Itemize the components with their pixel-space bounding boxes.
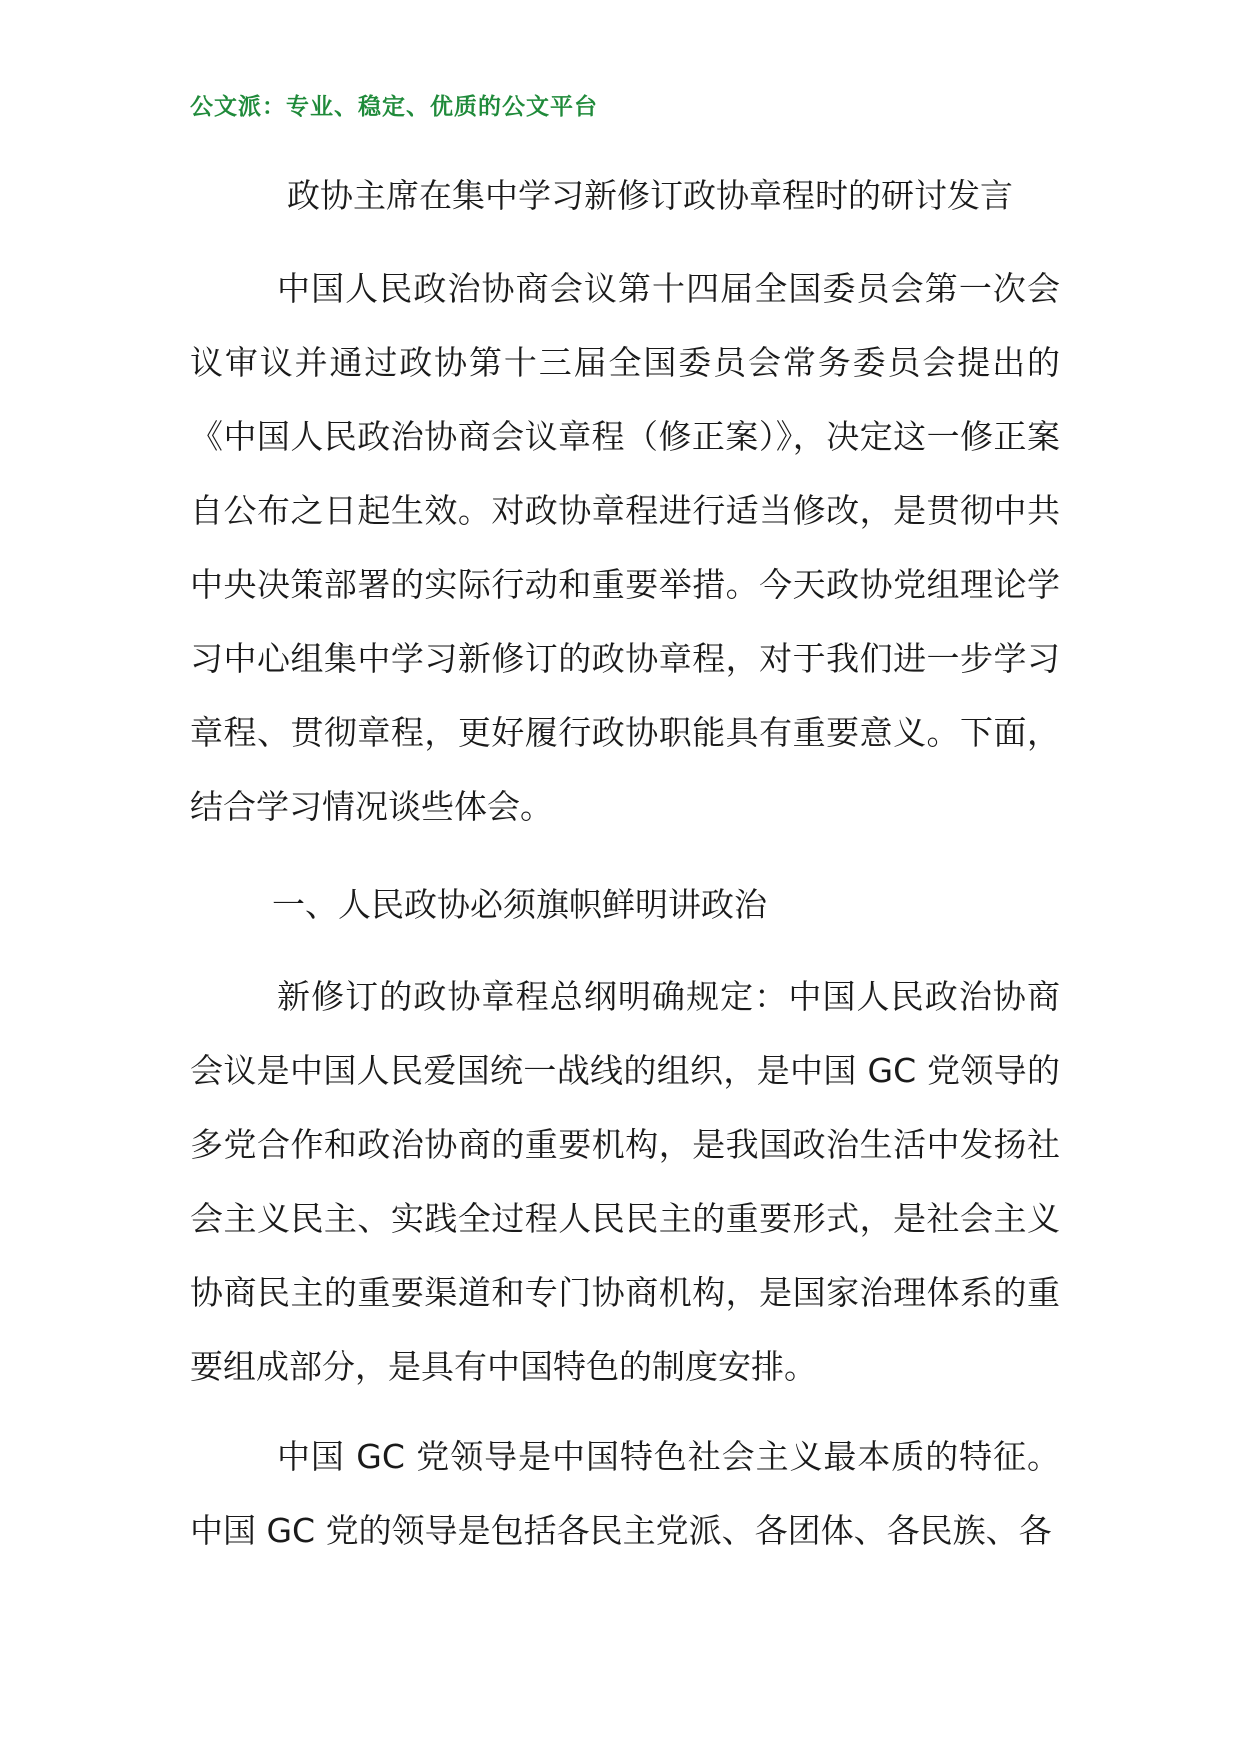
section-heading-1: 一、人民政协必须旗帜鲜明讲政治 [272,885,767,924]
paragraph-intro: 中国人民政治协商会议第十四届全国委员会第一次会议审议并通过政协第十三届全国委员会常务委员会提出的《中国人民政治协商会议章程（修正案）》，决定这一修正案自公布之日起生效。对政协章程进行适当修改，是贯彻中共中央决策部署的实际行动和重要举措。今天政协党组理论学习中心组集中学习新修订的政协章程，对于我们进一步学习章程、贯彻章程，更好履行政协职能具有重要意义。下面，结合学习情况谈些体会。 [190,269,1060,826]
paragraph-section-1: 新修订的政协章程总纲明确规定：中国人民政治协商会议是中国人民爱国统一战线的组织，是中国 GC 党领导的多党合作和政治协商的重要机构，是我国政治生活中发扬社会主义民主、实践全过程人民民主的重要形式，是社会主义协商民主的重要渠道和专门协商机构，是国家治理体系的重要组成部分，是具有中国特色的制度安排。 [190,977,1060,1386]
paragraph-section-1-continued: 中国 GC 党领导是中国特色社会主义最本质的特征。中国 GC 党的领导是包括各民主党派、各团体、各民族、各 [190,1437,1060,1550]
header-brand-text: 公文派：专业、稳定、优质的公文平台 [190,93,598,120]
document-title: 政协主席在集中学习新修订政协章程时的研讨发言 [287,176,1013,215]
